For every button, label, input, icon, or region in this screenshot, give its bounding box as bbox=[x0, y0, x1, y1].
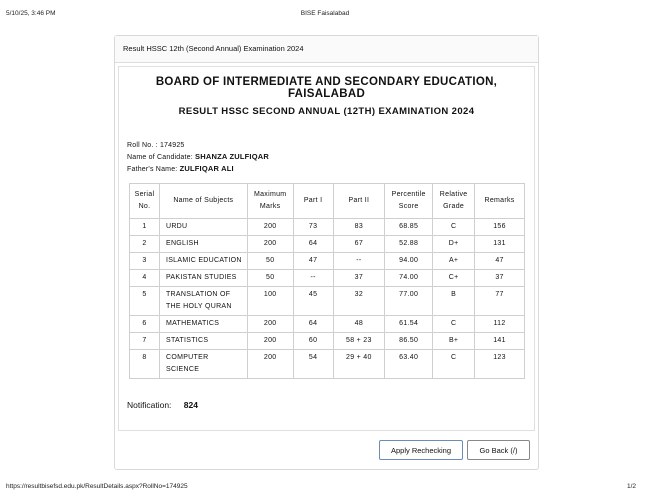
cell-part2: 32 bbox=[333, 287, 385, 316]
print-date: 5/10/25, 3:46 PM bbox=[6, 10, 56, 17]
result-card bbox=[114, 35, 539, 470]
marks-table bbox=[129, 183, 525, 379]
candidate-name-row bbox=[127, 151, 269, 163]
apply-rechecking-button[interactable]: Apply Rechecking bbox=[379, 440, 463, 460]
cell-max-marks: 200 bbox=[247, 236, 293, 253]
cell-max-marks: 200 bbox=[247, 219, 293, 236]
header-max-marks: Maximum Marks bbox=[247, 184, 293, 219]
header-grade: Relative Grade bbox=[433, 184, 475, 219]
cell-max-marks: 200 bbox=[247, 316, 293, 333]
table-row bbox=[130, 333, 525, 350]
cell-part2: -- bbox=[333, 253, 385, 270]
cell-grade: C bbox=[433, 350, 475, 379]
cell-part1: 54 bbox=[293, 350, 333, 379]
cell-grade: B bbox=[433, 287, 475, 316]
cell-serial: 1 bbox=[130, 219, 160, 236]
card-header: Result HSSC 12th (Second Annual) Examination 2024 bbox=[115, 36, 538, 63]
cell-percentile: 77.00 bbox=[385, 287, 433, 316]
cell-part2: 58 + 23 bbox=[333, 333, 385, 350]
cell-remarks: 141 bbox=[475, 333, 525, 350]
cell-part2: 83 bbox=[333, 219, 385, 236]
cell-subject: ENGLISH bbox=[159, 236, 247, 253]
table-row bbox=[130, 350, 525, 379]
go-back-button[interactable]: Go Back (/) bbox=[467, 440, 530, 460]
table-row bbox=[130, 253, 525, 270]
header-subject: Name of Subjects bbox=[159, 184, 247, 219]
header-part1: Part I bbox=[293, 184, 333, 219]
cell-subject: URDU bbox=[159, 219, 247, 236]
notification-number: 824 bbox=[183, 400, 198, 410]
table-row bbox=[130, 287, 525, 316]
cell-part2: 37 bbox=[333, 270, 385, 287]
board-name-line1: BOARD OF INTERMEDIATE AND SECONDARY EDUCATION, bbox=[155, 76, 498, 88]
cell-remarks: 123 bbox=[475, 350, 525, 379]
candidate-name-label: Name of Candidate: bbox=[127, 154, 193, 161]
cell-percentile: 94.00 bbox=[385, 253, 433, 270]
cell-part1: 64 bbox=[293, 316, 333, 333]
cell-percentile: 52.88 bbox=[385, 236, 433, 253]
candidate-info bbox=[127, 140, 269, 175]
cell-part2: 29 + 40 bbox=[333, 350, 385, 379]
cell-part1: 47 bbox=[293, 253, 333, 270]
cell-serial: 4 bbox=[130, 270, 160, 287]
father-name-label: Father's Name: bbox=[127, 166, 178, 173]
header-percentile: Percentile Score bbox=[385, 184, 433, 219]
cell-percentile: 61.54 bbox=[385, 316, 433, 333]
cell-remarks: 47 bbox=[475, 253, 525, 270]
cell-grade: C+ bbox=[433, 270, 475, 287]
cell-remarks: 112 bbox=[475, 316, 525, 333]
print-title: BISE Faisalabad bbox=[300, 10, 350, 17]
cell-part1: 60 bbox=[293, 333, 333, 350]
cell-part1: 64 bbox=[293, 236, 333, 253]
table-row bbox=[130, 270, 525, 287]
cell-remarks: 156 bbox=[475, 219, 525, 236]
cell-serial: 7 bbox=[130, 333, 160, 350]
cell-percentile: 63.40 bbox=[385, 350, 433, 379]
cell-grade: C bbox=[433, 316, 475, 333]
board-name-line2: FAISALABAD bbox=[287, 88, 366, 100]
cell-grade: C bbox=[433, 219, 475, 236]
print-footer bbox=[0, 483, 650, 495]
cell-part1: -- bbox=[293, 270, 333, 287]
father-name-row bbox=[127, 163, 269, 175]
cell-serial: 2 bbox=[130, 236, 160, 253]
print-header bbox=[0, 10, 650, 22]
cell-subject: TRANSLATION OF THE HOLY QURAN bbox=[159, 287, 247, 316]
table-row bbox=[130, 219, 525, 236]
father-name: ZULFIQAR ALI bbox=[179, 164, 234, 173]
cell-subject: ISLAMIC EDUCATION bbox=[159, 253, 247, 270]
cell-percentile: 86.50 bbox=[385, 333, 433, 350]
board-name bbox=[119, 76, 534, 100]
cell-serial: 3 bbox=[130, 253, 160, 270]
cell-part2: 48 bbox=[333, 316, 385, 333]
cell-serial: 6 bbox=[130, 316, 160, 333]
cell-max-marks: 50 bbox=[247, 270, 293, 287]
cell-max-marks: 100 bbox=[247, 287, 293, 316]
result-panel bbox=[118, 66, 535, 431]
candidate-name: SHANZA ZULFIQAR bbox=[195, 152, 269, 161]
roll-row bbox=[127, 140, 269, 151]
page-number: 1/2 bbox=[626, 483, 636, 490]
cell-subject: STATISTICS bbox=[159, 333, 247, 350]
print-url: https://resultbisefsd.edu.pk/ResultDetails.aspx?RollNo=174925 bbox=[6, 483, 188, 490]
cell-part1: 45 bbox=[293, 287, 333, 316]
cell-percentile: 74.00 bbox=[385, 270, 433, 287]
cell-subject: MATHEMATICS bbox=[159, 316, 247, 333]
header-remarks: Remarks bbox=[475, 184, 525, 219]
header-part2: Part II bbox=[333, 184, 385, 219]
table-row bbox=[130, 236, 525, 253]
cell-grade: B+ bbox=[433, 333, 475, 350]
cell-max-marks: 50 bbox=[247, 253, 293, 270]
roll-label: Roll No. : bbox=[127, 142, 158, 149]
cell-serial: 5 bbox=[130, 287, 160, 316]
cell-grade: A+ bbox=[433, 253, 475, 270]
cell-serial: 8 bbox=[130, 350, 160, 379]
cell-max-marks: 200 bbox=[247, 333, 293, 350]
cell-percentile: 68.85 bbox=[385, 219, 433, 236]
table-header-row bbox=[130, 184, 525, 219]
cell-remarks: 77 bbox=[475, 287, 525, 316]
roll-number: 174925 bbox=[159, 142, 185, 149]
cell-remarks: 131 bbox=[475, 236, 525, 253]
cell-remarks: 37 bbox=[475, 270, 525, 287]
cell-part2: 67 bbox=[333, 236, 385, 253]
notification bbox=[127, 400, 198, 410]
cell-max-marks: 200 bbox=[247, 350, 293, 379]
cell-grade: D+ bbox=[433, 236, 475, 253]
cell-part1: 73 bbox=[293, 219, 333, 236]
notification-label: Notification: bbox=[127, 400, 172, 410]
header-serial: Serial No. bbox=[130, 184, 160, 219]
result-title: RESULT HSSC SECOND ANNUAL (12TH) EXAMINATION 2024 bbox=[178, 106, 475, 117]
cell-subject: COMPUTER SCIENCE bbox=[159, 350, 247, 379]
table-row bbox=[130, 316, 525, 333]
cell-subject: PAKISTAN STUDIES bbox=[159, 270, 247, 287]
